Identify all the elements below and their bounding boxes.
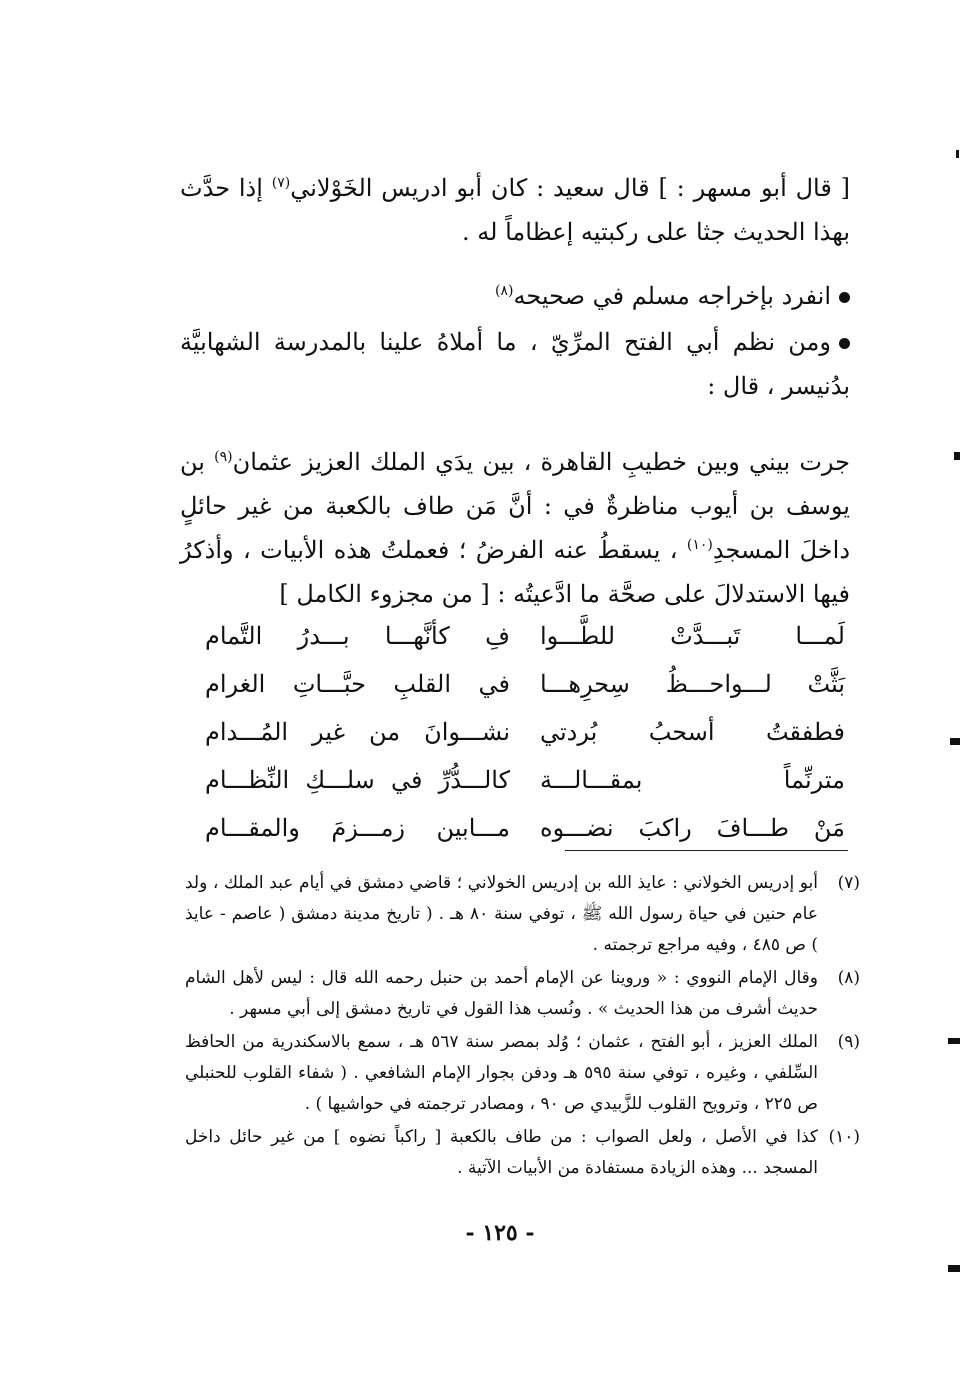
footnote-text: أبو إدريس الخولاني : عايذ الله بن إدريس الخولاني ؛ قاضي دمشق في أيام عبد الملك ، ولد عام حنين في حياة رسول الله ﷺ ، توفي سنة ٨٠ هـ . ( تاريخ مدينة دمشق ( عاصم - عايذ ) ص ٤٨٥ ، وفيه مراجع ترجمته . — [185, 873, 819, 955]
verse-line — [205, 708, 845, 756]
page-number: - ١٢٥ - — [465, 1220, 535, 1246]
footnote-number: (٨) — [837, 968, 860, 988]
intro-text-end: إذا حدَّث بهذا الحديث جثا على ركبتيه إعظاماً له . — [180, 174, 850, 246]
verse-second-hemistich: فِ كأنَّهـــا بـــدرُ التَّمام — [205, 622, 510, 650]
verse-first-hemistich: مَنْ طـــافَ راكبَ نضـــوه — [540, 814, 845, 842]
footnote-ref-10[interactable]: (١٠) — [686, 537, 713, 553]
debate-text-2: بن يوسف بن أيوب مناظرةٌ في : أنَّ مَن طاف بالكعبة من غير حائلٍ داخلَ المسجدِ — [180, 448, 851, 564]
footnote-ref-7[interactable]: (٧) — [271, 175, 291, 191]
debate-text-3: ، يسقطُ عنه الفرضُ ؛ فعملتُ هذه الأبيات ، وأذكرُ فيها الاستدلالَ على صحَّة ما ادَّعيتُه : [ من مجزوء الكامل ] — [180, 536, 850, 608]
intro-text: [ قال أبو مسهر : ] قال سعيد : كان أبو ادريس الخَوْلاني — [290, 174, 851, 202]
verse-line — [205, 804, 845, 852]
scan-mark — [950, 738, 960, 745]
verse-second-hemistich: كالـــدُّرِّ في سلـــكِ النِّظـــام — [205, 766, 510, 794]
scan-mark — [954, 452, 960, 460]
bullet-item-2 — [180, 320, 850, 408]
scan-mark — [956, 150, 959, 158]
footnote-text: كذا في الأصل ، ولعل الصواب : من طاف بالكعبة [ راكباً نضوه ] من غير حائل داخل المسجد ... وهذه الزيادة مستفادة من الأبيات الآتية . — [185, 1127, 818, 1178]
verse-line — [205, 660, 845, 708]
footnote-ref-8[interactable]: (٨) — [495, 283, 514, 299]
footnote-number: (١٠) — [828, 1127, 860, 1147]
footnote-number: (٩) — [837, 1032, 860, 1052]
poem — [205, 612, 845, 852]
footnote-10 — [185, 1122, 860, 1184]
verse-first-hemistich: فطفقتُ أسحبُ بُردتي — [540, 718, 845, 746]
footnote-ref-9[interactable]: (٩) — [214, 449, 233, 465]
verse-first-hemistich: بَثَّتْ لـــواحـــظُ سِحرِهـــا — [540, 670, 845, 698]
footnote-text: وقال الإمام النووي : « وروينا عن الإمام أحمد بن حنبل رحمه الله قال : ليس لأهل الشام حديث أشرف من هذا الحديث » . ونُسب هذا القول في تاريخ دمشق إلى أبي مسهر . — [185, 968, 818, 1019]
verse-second-hemistich: في القلبِ حبَّـــاتِ الغرام — [205, 670, 510, 698]
footnote-text: الملك العزيز ، أبو الفتح ، عثمان ؛ وُلد بمصر سنة ٥٦٧ هـ ، سمع بالاسكندرية من الحافظ السِّلفي ، وغيره ، توفي سنة ٥٩٥ هـ ودفن بجوار الإمام الشافعي . ( شفاء القلوب للحنبلي ص ٢٢٥ ، وترويح القلوب للزَّبيدي ص ٩٠ ، ومصادر ترجمته في حواشيها ) . — [185, 1032, 818, 1114]
verse-second-hemistich: نشـــوانَ من غير المُـــدام — [205, 718, 510, 746]
bullet-icon — [839, 338, 850, 349]
scan-mark — [948, 1038, 960, 1044]
footnote-7 — [185, 868, 860, 961]
footnote-9 — [185, 1027, 860, 1120]
debate-text-1: جرت بيني وبين خطيبِ القاهرة ، بين يدَي الملك العزيز عثمان — [232, 448, 850, 476]
scan-mark — [948, 1265, 960, 1272]
verse-line — [205, 612, 845, 660]
footnote-separator — [565, 850, 848, 851]
intro-paragraph — [180, 166, 850, 254]
footnote-8 — [185, 963, 860, 1025]
verse-line — [205, 756, 845, 804]
debate-paragraph — [180, 440, 850, 616]
verse-first-hemistich: لَمـــا تَبـــدَّتْ للطَّـــوا — [540, 622, 845, 650]
footnote-number: (٧) — [837, 873, 860, 893]
footnotes — [185, 868, 860, 1186]
verse-second-hemistich: مـــابين زمـــزمَ والمقـــام — [205, 814, 510, 842]
bullet-1-text: انفرد بإخراجه مسلم في صحيحه — [513, 282, 831, 310]
bullet-icon — [839, 292, 850, 303]
bullet-item-1 — [180, 274, 850, 318]
bullet-2-text: ومن نظم أبي الفتح المرِّيّ ، ما أملاهُ علينا بالمدرسة الشهابيَّة بدُنيسر ، قال : — [180, 328, 850, 400]
verse-first-hemistich: مترنِّماً بمقـــالـــة — [540, 766, 845, 794]
